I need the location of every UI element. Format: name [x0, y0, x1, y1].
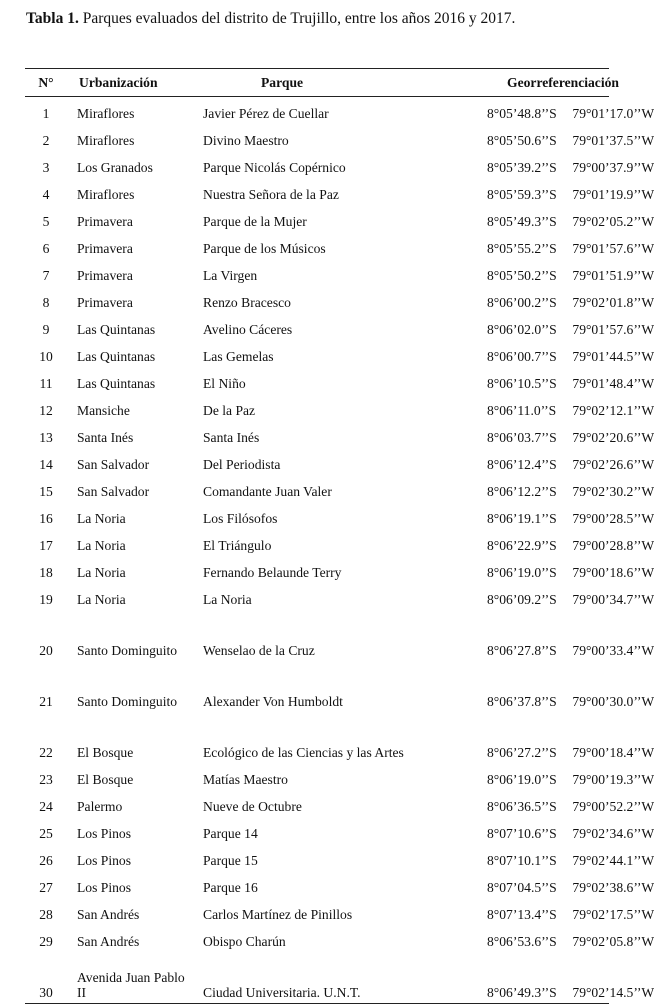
table-row: [25, 286, 609, 313]
table-header-row: [25, 69, 609, 97]
cell-parque: Alexander Von Humboldt: [203, 694, 343, 709]
cell-parque: Javier Pérez de Cuellar: [203, 106, 329, 121]
cell-urbanizacion: Las Quintanas: [77, 376, 156, 391]
cell-latitude: 8°06’27.8’’S: [487, 643, 557, 658]
cell-georreferenciacion: [467, 151, 654, 178]
cell-number: 7: [42, 268, 50, 283]
cell-number: 6: [42, 241, 50, 256]
cell-latitude: 8°06’53.6’’S: [487, 934, 557, 949]
cell-number: 18: [39, 565, 53, 580]
cell-latitude: 8°07’10.6’’S: [487, 826, 557, 841]
cell-urbanizacion: El Bosque: [77, 772, 134, 787]
table-row: [25, 529, 609, 556]
cell-latitude: 8°05’50.2’’S: [487, 268, 557, 283]
cell-urbanizacion: Primavera: [77, 268, 133, 283]
cell-longitude: 79°00’34.7’’W: [572, 592, 654, 607]
cell-longitude: 79°00’37.9’’W: [572, 160, 654, 175]
cell-number: 5: [42, 214, 50, 229]
header-urbanizacion: Urbanización: [79, 74, 158, 90]
cell-urbanizacion: Las Quintanas: [77, 322, 156, 337]
cell-latitude: 8°06’11.0’’S: [487, 403, 557, 418]
cell-urbanizacion: El Bosque: [77, 745, 134, 760]
cell-urbanizacion: La Noria: [77, 592, 126, 607]
cell-latitude: 8°06’19.0’’S: [487, 772, 557, 787]
cell-parque: Obispo Charún: [203, 934, 286, 949]
cell-longitude: 79°02’34.6’’W: [572, 826, 654, 841]
cell-parque: Renzo Bracesco: [203, 295, 291, 310]
cell-longitude: 79°02’26.6’’W: [572, 457, 654, 472]
cell-number: 10: [39, 349, 53, 364]
cell-latitude: 8°06’19.0’’S: [487, 565, 557, 580]
cell-georreferenciacion: [467, 790, 654, 817]
cell-number: 24: [39, 799, 53, 814]
cell-parque: De la Paz: [203, 403, 256, 418]
cell-number: 8: [42, 295, 50, 310]
cell-latitude: 8°06’03.7’’S: [487, 430, 557, 445]
table-row: [25, 925, 609, 952]
cell-number: 2: [42, 133, 50, 148]
table-row: [25, 871, 609, 898]
caption-label: Tabla 1.: [26, 10, 79, 27]
cell-georreferenciacion: [467, 313, 654, 340]
cell-urbanizacion: San Salvador: [77, 484, 150, 499]
cell-parque: El Niño: [203, 376, 246, 391]
cell-parque: Nuestra Señora de la Paz: [203, 187, 339, 202]
cell-urbanizacion: Primavera: [77, 241, 133, 256]
cell-longitude: 79°01’19.9’’W: [572, 187, 654, 202]
cell-number: 3: [42, 160, 50, 175]
cell-latitude: 8°07’10.1’’S: [487, 853, 557, 868]
cell-urbanizacion: Primavera: [77, 214, 133, 229]
cell-longitude: 79°00’28.8’’W: [572, 538, 654, 553]
table-row: [25, 817, 609, 844]
cell-number: 27: [39, 880, 53, 895]
cell-parque: La Virgen: [203, 268, 258, 283]
table-row: [25, 583, 609, 610]
cell-longitude: 79°00’18.6’’W: [572, 565, 654, 580]
cell-parque: Fernando Belaunde Terry: [203, 565, 342, 580]
cell-georreferenciacion: [467, 952, 654, 1004]
cell-parque: Nueve de Octubre: [203, 799, 302, 814]
cell-parque: Parque de la Mujer: [203, 214, 307, 229]
cell-urbanizacion: Palermo: [77, 799, 123, 814]
cell-number: 11: [39, 376, 53, 391]
table-row: [25, 952, 609, 1004]
cell-number: 13: [39, 430, 53, 445]
cell-parque: Ciudad Universitaria. U.N.T.: [203, 985, 361, 1000]
cell-georreferenciacion: [467, 529, 654, 556]
cell-urbanizacion: San Salvador: [77, 457, 150, 472]
cell-urbanizacion: Avenida Juan Pablo II: [77, 970, 185, 1000]
table-row: [25, 448, 609, 475]
cell-number: 9: [42, 322, 50, 337]
cell-georreferenciacion: [467, 232, 654, 259]
cell-urbanizacion: Santo Dominguito: [77, 643, 178, 658]
cell-urbanizacion: San Andrés: [77, 934, 140, 949]
cell-latitude: 8°05’39.2’’S: [487, 160, 557, 175]
cell-number: 21: [39, 694, 53, 709]
cell-longitude: 79°02’38.6’’W: [572, 880, 654, 895]
header-number: N°: [38, 74, 54, 90]
cell-number: 15: [39, 484, 53, 499]
cell-urbanizacion: La Noria: [77, 565, 126, 580]
cell-latitude: 8°06’00.7’’S: [487, 349, 557, 364]
cell-parque: Carlos Martínez de Pinillos: [203, 907, 353, 922]
cell-georreferenciacion: [467, 124, 654, 151]
cell-parque: Parque Nicolás Copérnico: [203, 160, 346, 175]
cell-latitude: 8°06’22.9’’S: [487, 538, 557, 553]
cell-georreferenciacion: [467, 367, 654, 394]
cell-parque: Parque 14: [203, 826, 258, 841]
table-row: [25, 556, 609, 583]
cell-longitude: 79°01’48.4’’W: [572, 376, 654, 391]
table-row: [25, 763, 609, 790]
table-row: [25, 259, 609, 286]
cell-parque: Comandante Juan Valer: [203, 484, 332, 499]
cell-urbanizacion: Miraflores: [77, 133, 135, 148]
cell-latitude: 8°06’12.4’’S: [487, 457, 557, 472]
cell-parque: El Triángulo: [203, 538, 272, 553]
cell-georreferenciacion: [467, 97, 654, 125]
table-row: [25, 421, 609, 448]
cell-urbanizacion: Santo Dominguito: [77, 694, 178, 709]
cell-urbanizacion: Los Pinos: [77, 880, 132, 895]
cell-georreferenciacion: [467, 259, 654, 286]
cell-number: 26: [39, 853, 53, 868]
table-row: [25, 712, 609, 763]
cell-longitude: 79°00’33.4’’W: [572, 643, 654, 658]
cell-georreferenciacion: [467, 502, 654, 529]
cell-latitude: 8°05’50.6’’S: [487, 133, 557, 148]
cell-georreferenciacion: [467, 610, 654, 661]
cell-latitude: 8°06’49.3’’S: [487, 985, 557, 1000]
cell-latitude: 8°05’48.8’’S: [487, 106, 557, 121]
cell-georreferenciacion: [467, 448, 654, 475]
cell-urbanizacion: San Andrés: [77, 907, 140, 922]
cell-parque: Los Filósofos: [203, 511, 278, 526]
cell-latitude: 8°06’10.5’’S: [487, 376, 557, 391]
cell-longitude: 79°02’12.1’’W: [572, 403, 654, 418]
cell-longitude: 79°01’57.6’’W: [572, 322, 654, 337]
cell-latitude: 8°06’36.5’’S: [487, 799, 557, 814]
cell-longitude: 79°00’28.5’’W: [572, 511, 654, 526]
table-row: [25, 844, 609, 871]
cell-latitude: 8°05’49.3’’S: [487, 214, 557, 229]
cell-longitude: 79°01’57.6’’W: [572, 241, 654, 256]
cell-latitude: 8°06’12.2’’S: [487, 484, 557, 499]
cell-number: 23: [39, 772, 53, 787]
cell-latitude: 8°06’09.2’’S: [487, 592, 557, 607]
cell-georreferenciacion: [467, 475, 654, 502]
cell-parque: Parque 15: [203, 853, 258, 868]
cell-parque: La Noria: [203, 592, 252, 607]
cell-urbanizacion: Los Pinos: [77, 853, 132, 868]
cell-parque: Matías Maestro: [203, 772, 288, 787]
cell-georreferenciacion: [467, 394, 654, 421]
cell-urbanizacion: La Noria: [77, 538, 126, 553]
cell-latitude: 8°06’37.8’’S: [487, 694, 557, 709]
cell-latitude: 8°05’59.3’’S: [487, 187, 557, 202]
cell-longitude: 79°00’52.2’’W: [572, 799, 654, 814]
cell-number: 14: [39, 457, 53, 472]
cell-georreferenciacion: [467, 925, 654, 952]
table-row: [25, 124, 609, 151]
cell-longitude: 79°02’20.6’’W: [572, 430, 654, 445]
cell-georreferenciacion: [467, 844, 654, 871]
table-row: [25, 502, 609, 529]
table-row: [25, 151, 609, 178]
table-row: [25, 178, 609, 205]
cell-georreferenciacion: [467, 286, 654, 313]
cell-parque: Ecológico de las Ciencias y las Artes: [203, 745, 404, 760]
header-parque: Parque: [261, 74, 304, 90]
cell-longitude: 79°02’01.8’’W: [572, 295, 654, 310]
cell-urbanizacion: Miraflores: [77, 187, 135, 202]
cell-longitude: 79°02’44.1’’W: [572, 853, 654, 868]
cell-longitude: 79°02’05.2’’W: [572, 214, 654, 229]
table-caption: [26, 10, 515, 28]
table-row: [25, 394, 609, 421]
cell-urbanizacion: Mansiche: [77, 403, 130, 418]
cell-georreferenciacion: [467, 817, 654, 844]
cell-longitude: 79°02’14.5’’W: [572, 985, 654, 1000]
cell-parque: Las Gemelas: [203, 349, 274, 364]
table-row: [25, 97, 609, 125]
table-row: [25, 340, 609, 367]
cell-number: 19: [39, 592, 53, 607]
cell-latitude: 8°06’00.2’’S: [487, 295, 557, 310]
cell-parque: Divino Maestro: [203, 133, 289, 148]
cell-number: 17: [39, 538, 53, 553]
table-row: [25, 232, 609, 259]
cell-number: 22: [39, 745, 53, 760]
cell-urbanizacion: Primavera: [77, 295, 133, 310]
cell-georreferenciacion: [467, 712, 654, 763]
cell-parque: Santa Inés: [203, 430, 260, 445]
cell-georreferenciacion: [467, 421, 654, 448]
cell-latitude: 8°07’04.5’’S: [487, 880, 557, 895]
table-row: [25, 898, 609, 925]
cell-georreferenciacion: [467, 763, 654, 790]
cell-number: 29: [39, 934, 53, 949]
cell-latitude: 8°05’55.2’’S: [487, 241, 557, 256]
cell-number: 16: [39, 511, 53, 526]
cell-longitude: 79°02’05.8’’W: [572, 934, 654, 949]
cell-number: 12: [39, 403, 53, 418]
cell-longitude: 79°01’44.5’’W: [572, 349, 654, 364]
cell-latitude: 8°07’13.4’’S: [487, 907, 557, 922]
cell-georreferenciacion: [467, 340, 654, 367]
table-row: [25, 661, 609, 712]
cell-georreferenciacion: [467, 898, 654, 925]
table-row: [25, 205, 609, 232]
table-row: [25, 313, 609, 340]
cell-georreferenciacion: [467, 205, 654, 232]
cell-georreferenciacion: [467, 871, 654, 898]
cell-latitude: 8°06’02.0’’S: [487, 322, 557, 337]
cell-longitude: 79°00’18.4’’W: [572, 745, 654, 760]
cell-longitude: 79°00’30.0’’W: [572, 694, 654, 709]
cell-longitude: 79°01’37.5’’W: [572, 133, 654, 148]
cell-number: 28: [39, 907, 53, 922]
cell-georreferenciacion: [467, 583, 654, 610]
cell-latitude: 8°06’27.2’’S: [487, 745, 557, 760]
cell-number: 1: [42, 106, 50, 121]
cell-longitude: 79°02’17.5’’W: [572, 907, 654, 922]
cell-urbanizacion: La Noria: [77, 511, 126, 526]
cell-longitude: 79°01’17.0’’W: [572, 106, 654, 121]
cell-number: 30: [39, 985, 53, 1000]
cell-urbanizacion: Los Granados: [77, 160, 153, 175]
cell-urbanizacion: Miraflores: [77, 106, 135, 121]
caption-text: Parques evaluados del distrito de Trujillo, entre los años 2016 y 2017.: [78, 10, 516, 27]
cell-number: 4: [42, 187, 50, 202]
cell-longitude: 79°00’19.3’’W: [572, 772, 654, 787]
table-row: [25, 610, 609, 661]
cell-parque: Parque de los Músicos: [203, 241, 326, 256]
cell-number: 25: [39, 826, 53, 841]
table-row: [25, 790, 609, 817]
table-row: [25, 367, 609, 394]
cell-georreferenciacion: [467, 178, 654, 205]
cell-longitude: 79°02’30.2’’W: [572, 484, 654, 499]
cell-georreferenciacion: [467, 661, 654, 712]
header-georreferenciacion: Georreferenciación: [507, 74, 619, 90]
cell-parque: Parque 16: [203, 880, 258, 895]
cell-urbanizacion: Santa Inés: [77, 430, 134, 445]
cell-parque: Avelino Cáceres: [203, 322, 293, 337]
table-body: [25, 97, 654, 1004]
cell-urbanizacion: Las Quintanas: [77, 349, 156, 364]
cell-parque: Del Periodista: [203, 457, 281, 472]
cell-number: 20: [39, 643, 53, 658]
parks-table: [25, 68, 654, 1004]
cell-parque: Wenselao de la Cruz: [203, 643, 315, 658]
cell-latitude: 8°06’19.1’’S: [487, 511, 557, 526]
cell-georreferenciacion: [467, 556, 654, 583]
cell-urbanizacion: Los Pinos: [77, 826, 132, 841]
table-row: [25, 475, 609, 502]
cell-longitude: 79°01’51.9’’W: [572, 268, 654, 283]
